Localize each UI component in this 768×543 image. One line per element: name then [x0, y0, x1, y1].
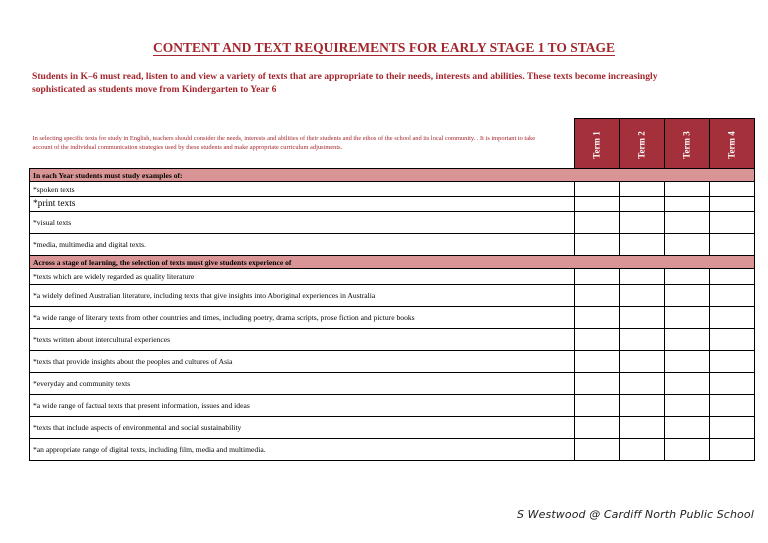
- guidance-note: In selecting specific texts for study in English, teachers should consider the needs, interests and abilities of their students and the ethos of the school and its local community. . It is important to take account of the individual communication strategies used by these students and make appropriate curriculum adjustments.: [32, 135, 536, 152]
- term-3-header: Term 3: [665, 119, 710, 169]
- table-row: [30, 351, 755, 373]
- requirement-item: *an appropriate range of digital texts, including film, media and multimedia.: [30, 439, 575, 461]
- table-row: [30, 212, 755, 234]
- term-2-cell[interactable]: [620, 234, 665, 256]
- term-1-cell[interactable]: [575, 351, 620, 373]
- table-row: [30, 329, 755, 351]
- term-3-cell[interactable]: [665, 351, 710, 373]
- term-4-cell[interactable]: [710, 182, 755, 197]
- requirement-item: *a widely defined Australian literature, including texts that give insights into Aboriginal experiences in Australia: [30, 285, 575, 307]
- table-row: [30, 269, 755, 285]
- table-row: [30, 285, 755, 307]
- term-2-cell[interactable]: [620, 395, 665, 417]
- requirement-item: *texts which are widely regarded as quality literature: [30, 269, 575, 285]
- section-heading: In each Year students must study examples of:: [30, 169, 755, 182]
- author-signature: S Westwood @ Cardiff North Public School: [517, 508, 754, 521]
- section-heading-row: [30, 169, 755, 182]
- requirement-item: *a wide range of literary texts from other countries and times, including poetry, drama scripts, prose fiction and picture books: [30, 307, 575, 329]
- term-2-cell[interactable]: [620, 329, 665, 351]
- requirement-item: *texts that include aspects of environmental and social sustainability: [30, 417, 575, 439]
- term-1-cell[interactable]: [575, 329, 620, 351]
- term-4-cell[interactable]: [710, 212, 755, 234]
- title-text: CONTENT AND TEXT REQUIREMENTS FOR EARLY STAGE 1 TO STAGE: [153, 40, 615, 55]
- term-4-cell[interactable]: [710, 269, 755, 285]
- term-3-cell[interactable]: [665, 329, 710, 351]
- term-4-cell[interactable]: [710, 351, 755, 373]
- table-row: [30, 182, 755, 197]
- term-3-cell[interactable]: [665, 182, 710, 197]
- term-2-cell[interactable]: [620, 439, 665, 461]
- term-2-cell[interactable]: [620, 351, 665, 373]
- term-2-cell[interactable]: [620, 373, 665, 395]
- term-2-header: Term 2: [620, 119, 665, 169]
- term-2-cell[interactable]: [620, 197, 665, 212]
- requirements-table: [29, 118, 755, 461]
- term-1-cell[interactable]: [575, 234, 620, 256]
- term-2-cell[interactable]: [620, 269, 665, 285]
- requirement-item: *everyday and community texts: [30, 373, 575, 395]
- requirement-item: *print texts: [30, 197, 575, 212]
- term-3-cell[interactable]: [665, 212, 710, 234]
- term-1-cell[interactable]: [575, 373, 620, 395]
- term-3-cell[interactable]: [665, 197, 710, 212]
- term-2-cell[interactable]: [620, 212, 665, 234]
- section-heading: Across a stage of learning, the selection of texts must give students experience of: [30, 256, 755, 269]
- term-1-cell[interactable]: [575, 307, 620, 329]
- intro-paragraph: Students in K–6 must read, listen to and view a variety of texts that are appropriate to their needs, interests and abilities. These texts become increasingly sophisticated as students move from Kindergarten to Year 6: [32, 71, 658, 95]
- term-1-cell[interactable]: [575, 439, 620, 461]
- term-4-cell[interactable]: [710, 329, 755, 351]
- table-row: [30, 395, 755, 417]
- term-3-cell[interactable]: [665, 307, 710, 329]
- term-1-cell[interactable]: [575, 269, 620, 285]
- term-2-cell[interactable]: [620, 417, 665, 439]
- term-3-cell[interactable]: [665, 417, 710, 439]
- term-3-cell[interactable]: [665, 439, 710, 461]
- term-1-header: Term 1: [575, 119, 620, 169]
- header-blank: [30, 119, 575, 169]
- term-4-cell[interactable]: [710, 197, 755, 212]
- term-4-cell[interactable]: [710, 307, 755, 329]
- table-row: [30, 417, 755, 439]
- term-2-cell[interactable]: [620, 307, 665, 329]
- term-4-cell[interactable]: [710, 285, 755, 307]
- term-1-cell[interactable]: [575, 197, 620, 212]
- term-2-cell[interactable]: [620, 285, 665, 307]
- term-4-cell[interactable]: [710, 417, 755, 439]
- term-4-cell[interactable]: [710, 395, 755, 417]
- table-row: [30, 197, 755, 212]
- term-1-cell[interactable]: [575, 182, 620, 197]
- requirement-item: *media, multimedia and digital texts.: [30, 234, 575, 256]
- requirement-item: *texts that provide insights about the peoples and cultures of Asia: [30, 351, 575, 373]
- term-4-header: Term 4: [710, 119, 755, 169]
- term-header-row: [30, 119, 755, 169]
- requirement-item: *spoken texts: [30, 182, 575, 197]
- term-2-cell[interactable]: [620, 182, 665, 197]
- table-row: [30, 307, 755, 329]
- term-1-cell[interactable]: [575, 417, 620, 439]
- requirement-item: *texts written about intercultural experiences: [30, 329, 575, 351]
- term-3-cell[interactable]: [665, 234, 710, 256]
- term-3-cell[interactable]: [665, 285, 710, 307]
- term-3-cell[interactable]: [665, 373, 710, 395]
- table-row: [30, 373, 755, 395]
- term-1-cell[interactable]: [575, 285, 620, 307]
- term-3-cell[interactable]: [665, 395, 710, 417]
- term-4-cell[interactable]: [710, 234, 755, 256]
- term-1-cell[interactable]: [575, 395, 620, 417]
- table-row: [30, 439, 755, 461]
- section-heading-row: [30, 256, 755, 269]
- term-1-cell[interactable]: [575, 212, 620, 234]
- term-3-cell[interactable]: [665, 269, 710, 285]
- requirement-item: *a wide range of factual texts that present information, issues and ideas: [30, 395, 575, 417]
- page-title: [0, 40, 768, 56]
- table-row: [30, 234, 755, 256]
- term-4-cell[interactable]: [710, 439, 755, 461]
- term-4-cell[interactable]: [710, 373, 755, 395]
- requirement-item: *visual texts: [30, 212, 575, 234]
